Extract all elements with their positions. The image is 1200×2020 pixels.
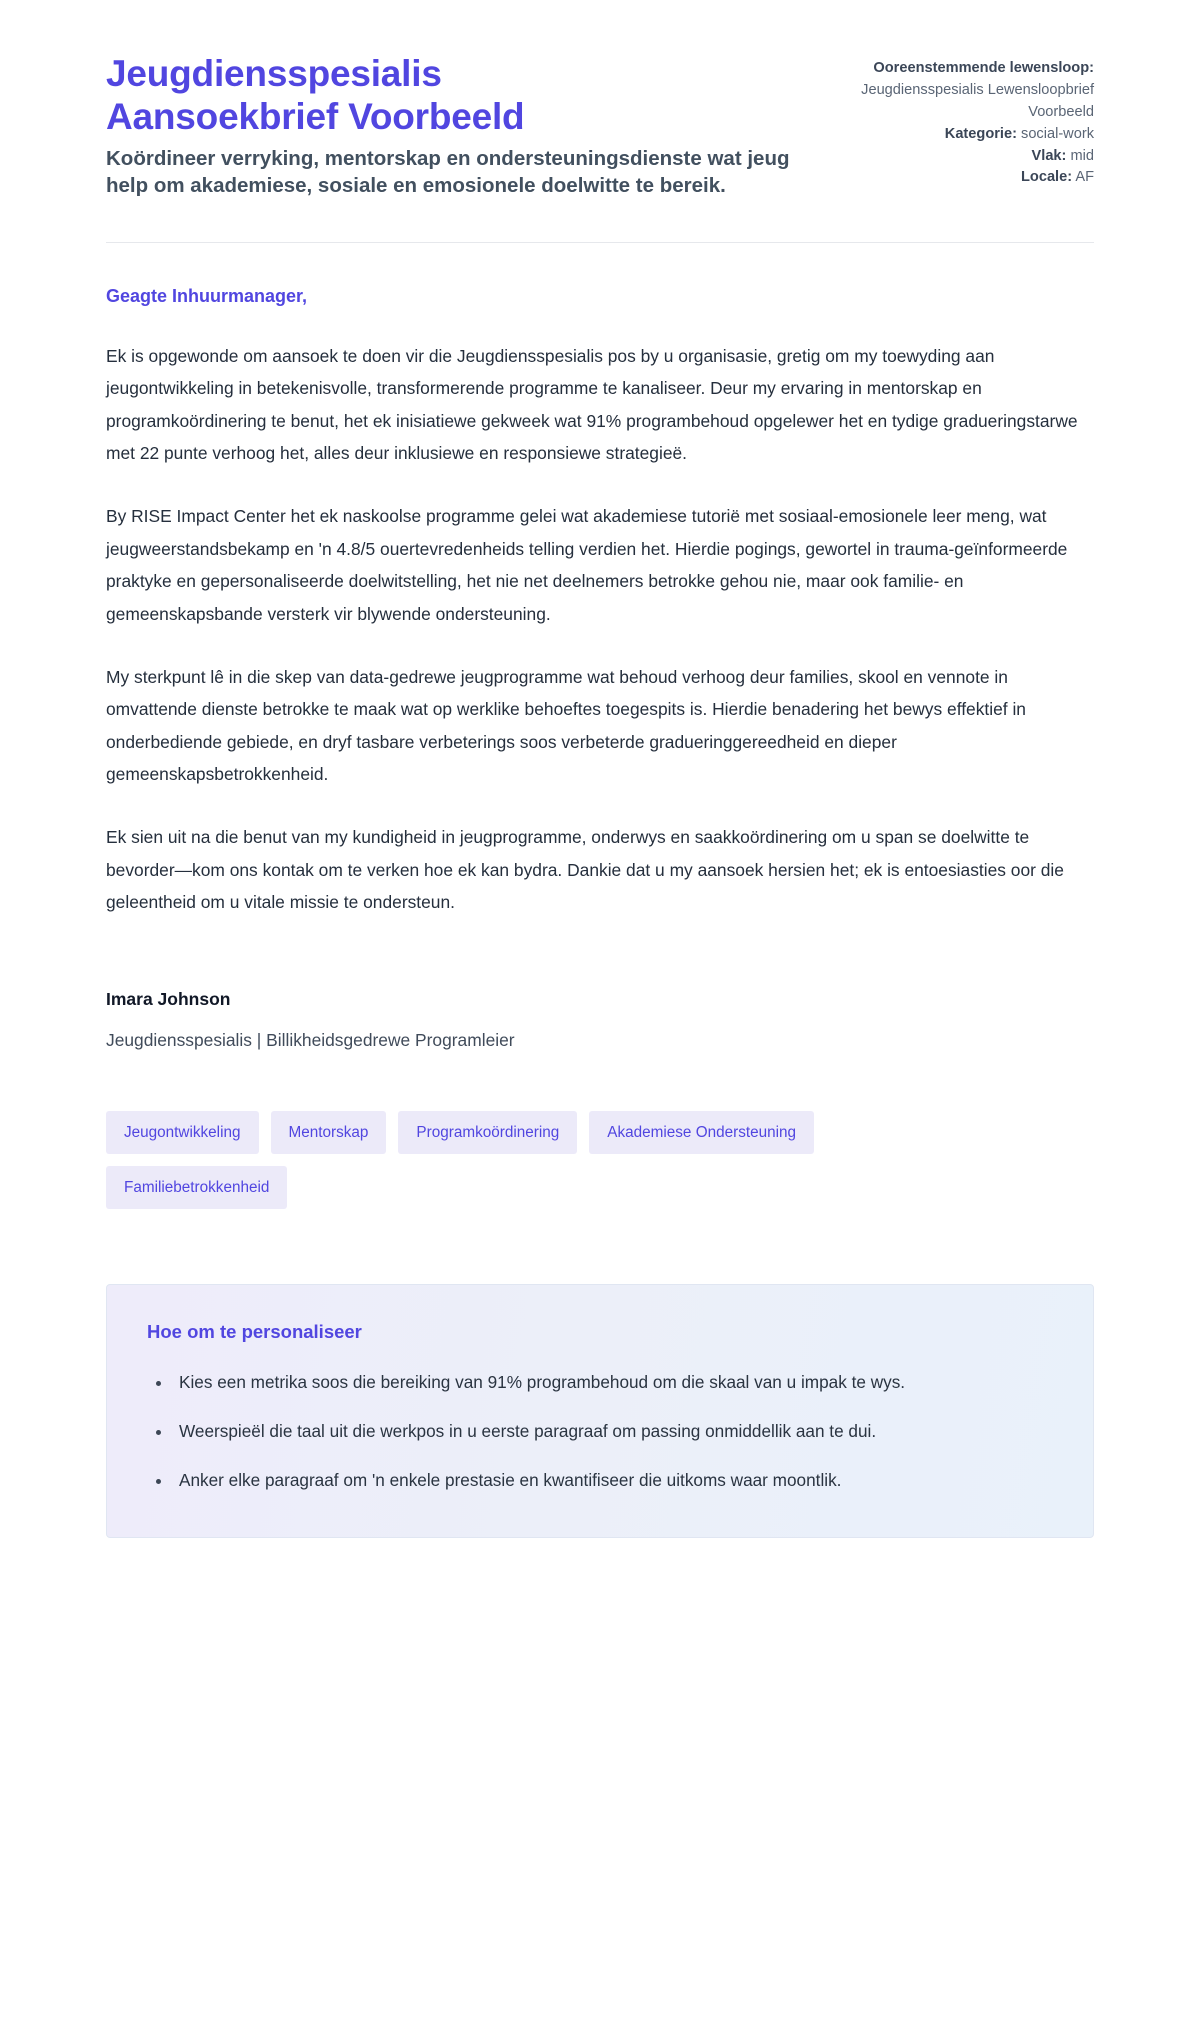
meta-level-value: mid <box>1070 147 1094 164</box>
meta-matching-resume <box>854 58 1094 80</box>
tag-chip[interactable]: Akademiese Ondersteuning <box>589 1111 814 1154</box>
meta-level <box>854 146 1094 168</box>
page-title: Jeugdiensspesialis Aansoekbrief Voorbeeld <box>106 53 525 138</box>
personalization-callout <box>106 1284 1094 1537</box>
letter-paragraph: Ek sien uit na die benut van my kundigheid in jeugprogramme, onderwys en saakkoördinering om u span se doelwitte te bevorder—kom ons kontak om te verken hoe ek kan bydra. Dankie dat u my aansoek hersien het; ek is entoesiasties oor die geleentheid om u vitale missie te ondersteun. <box>106 827 1064 913</box>
meta-matching-resume-label: Ooreenstemmende lewensloop: <box>873 60 1094 76</box>
meta-locale-value: AF <box>1075 169 1094 186</box>
letter-paragraph: By RISE Impact Center het ek naskoolse programme gelei wat akademiese tutorië met sosiaal-emosionele leer meng, wat jeugweerstandsbekamp en 'n 4.8/5 ouertevredenheids telling verdien het. Hierdie pogings, gewortel in trauma-geïnformeerde praktyke en gepersonaliseerde doelwitstelling, het nie net deelnemers betrokke gehou nie, maar ook familie- en gemeenskapsbande versterk vir blywende ondersteuning. <box>106 506 1068 624</box>
tag-chip[interactable]: Mentorskap <box>271 1111 387 1154</box>
meta-category <box>854 124 1094 146</box>
meta-matching-resume-value: Jeugdiensspesialis Lewensloopbrief Voorbeeld <box>861 81 1094 120</box>
header-title-block <box>106 52 796 200</box>
tag-chip[interactable]: Jeugontwikkeling <box>106 1111 259 1154</box>
document-header <box>106 52 1094 200</box>
signature-role: Jeugdiensspesialis | Billikheidsgedrewe Programleier <box>106 1029 515 1050</box>
letter-salutation: Geagte Inhuurmanager, <box>106 285 308 306</box>
callout-tip-item: • Anker elke paragraaf om 'n enkele prestasie en kwantifiseer die uitkoms waar moontlik. <box>173 1465 1053 1497</box>
meta-locale-label: Locale: <box>1021 169 1073 186</box>
callout-tip-item: • Kies een metrika soos die bereiking van 91% programbehoud om die skaal van u impak te wys. <box>173 1367 1053 1399</box>
document-metadata <box>854 52 1094 189</box>
signature-name: Imara Johnson <box>106 988 231 1009</box>
callout-title: Hoe om te personaliseer <box>147 1321 362 1343</box>
tag-chip[interactable]: Familiebetrokkenheid <box>106 1166 287 1209</box>
letter-paragraph: My sterkpunt lê in die skep van data-gedrewe jeugprogramme wat behoud verhoog deur families, skool en vennote in omvattende dienste betrokke te maak wat op werklike behoeftes toegespits is. Hierdie benadering het bewys effektief in onderbediende gebiede, en dryf tasbare verbeterings soos verbeterde gradueringgereedheid en dieper gemeenskapsbetrokkenheid. <box>106 666 1026 785</box>
page-subtitle: Koördineer verryking, mentorskap en ondersteuningsdienste wat jeug help om akademiese, sosiale en emosionele doelwitte te bereik. <box>106 146 790 198</box>
tag-list <box>106 1111 1006 1210</box>
cover-letter-body <box>106 243 1094 919</box>
meta-locale <box>854 167 1094 189</box>
tag-chip[interactable]: Programkoördinering <box>398 1111 577 1154</box>
signature-block <box>106 989 1094 1051</box>
callout-tip-list <box>147 1367 1053 1496</box>
meta-category-label: Kategorie: <box>944 125 1017 142</box>
letter-paragraph: Ek is opgewonde om aansoek te doen vir die Jeugdiensspesialis pos by u organisasie, gretig om my toewyding aan jeugontwikkeling in betekenisvolle, transformerende programme te kanaliseer. Deur my ervaring in mentorskap en programkoördinering te benut, het ek inisiatiewe gekweek wat 91% programbehoud opgelewer het en tydige gradueringstarwe met 22 punte verhoog het, alles deur inklusiewe en responsiewe strategieë. <box>106 345 1078 464</box>
callout-tip-item: • Weerspieël die taal uit die werkpos in u eerste paragraaf om passing onmiddellik aan te dui. <box>173 1416 1053 1448</box>
meta-category-value: social-work <box>1021 125 1094 142</box>
meta-matching-resume-value-row <box>854 80 1094 124</box>
meta-level-label: Vlak: <box>1031 147 1067 164</box>
